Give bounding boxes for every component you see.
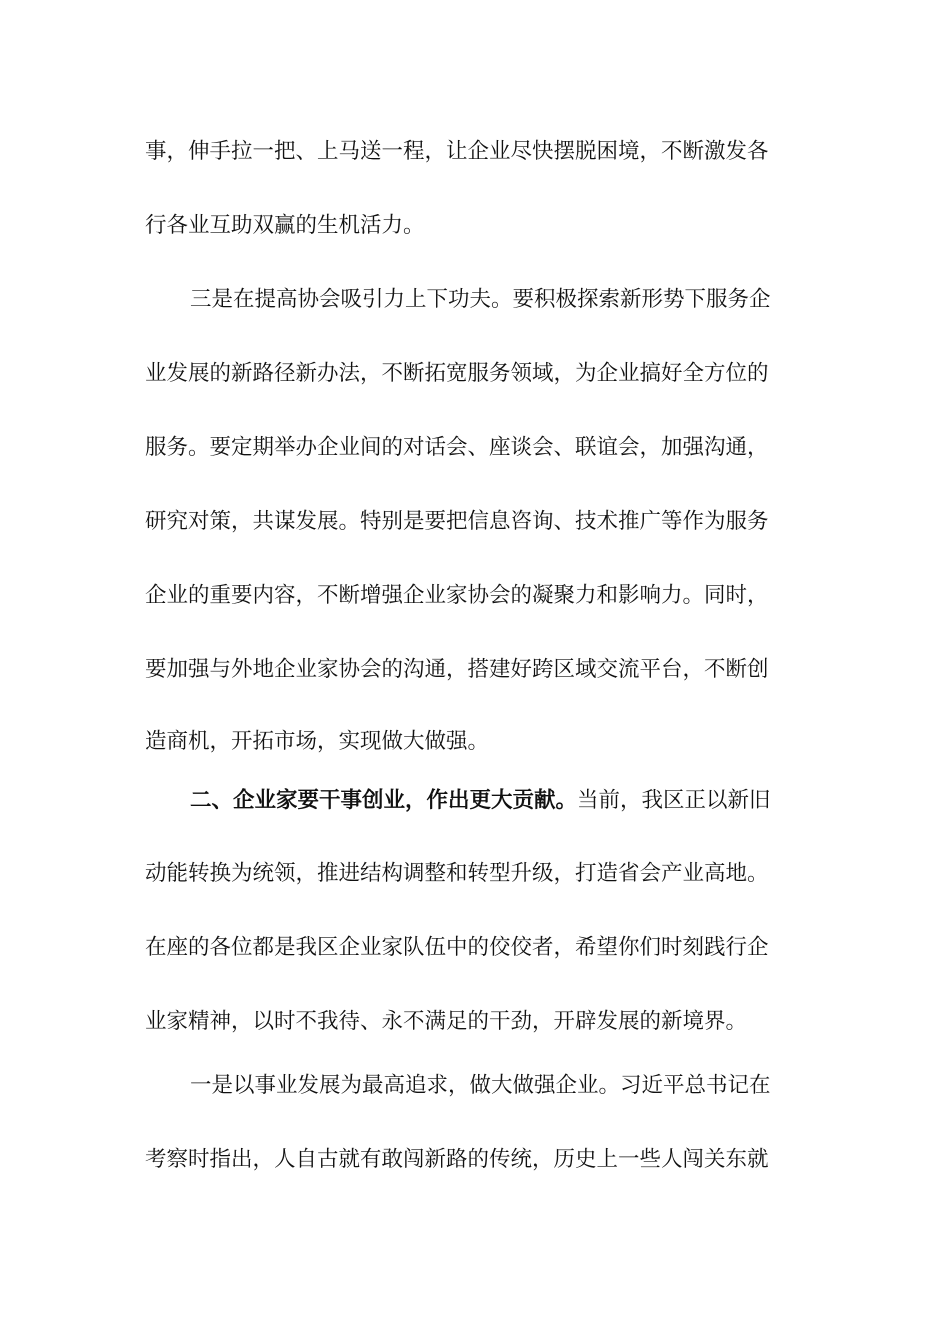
paragraph-line: 考察时指出，人自古就有敢闯新路的传统，历史上一些人闯关东就	[145, 1147, 769, 1172]
paragraph-line: 三是在提高协会吸引力上下功夫。要积极探索新形势下服务企	[190, 287, 771, 312]
paragraph-line: 要加强与外地企业家协会的沟通，搭建好跨区域交流平台，不断创	[145, 657, 769, 682]
paragraph-line: 业家精神，以时不我待、永不满足的干劲，开辟发展的新境界。	[145, 1009, 748, 1034]
paragraph-line: 企业的重要内容，不断增强企业家协会的凝聚力和影响力。同时，	[145, 583, 769, 608]
paragraph-line: 业发展的新路径新办法，不断拓宽服务领域，为企业搞好全方位的	[145, 361, 769, 386]
section-heading: 二、企业家要干事创业，作出更大贡献。	[190, 788, 578, 813]
paragraph-line: 在座的各位都是我区企业家队伍中的佼佼者，希望你们时刻践行企	[145, 935, 769, 960]
paragraph-line: 行各业互助双赢的生机活力。	[145, 213, 425, 238]
paragraph-line: 动能转换为统领，推进结构调整和转型升级，打造省会产业高地。	[145, 861, 769, 886]
paragraph-line: 服务。要定期举办企业间的对话会、座谈会、联谊会，加强沟通，	[145, 435, 769, 460]
section-heading-line	[190, 785, 805, 817]
paragraph-line: 事，伸手拉一把、上马送一程，让企业尽快摆脱困境，不断激发各	[145, 139, 769, 164]
section-heading-continuation: 当前，我区正以新旧	[577, 788, 771, 813]
paragraph-line: 研究对策，共谋发展。特别是要把信息咨询、技术推广等作为服务	[145, 509, 769, 534]
paragraph-line: 造商机，开拓市场，实现做大做强。	[145, 729, 490, 754]
paragraph-line: 一是以事业发展为最高追求，做大做强企业。习近平总书记在	[190, 1073, 771, 1098]
